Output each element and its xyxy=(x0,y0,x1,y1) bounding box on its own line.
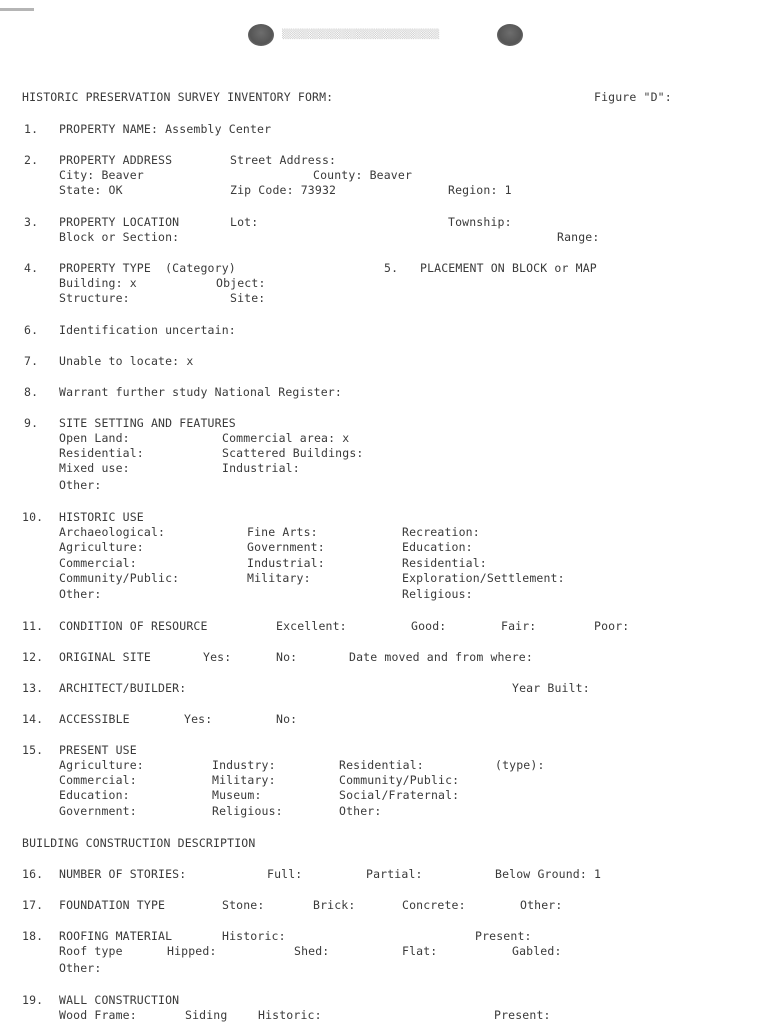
industry: Industry: xyxy=(212,758,276,772)
item-number: 12. xyxy=(22,650,44,664)
item-number: 5. xyxy=(384,261,399,275)
other: Other: xyxy=(59,587,102,601)
city: City: Beaver xyxy=(59,168,144,182)
commercial: Commercial: xyxy=(59,773,137,787)
range: Range: xyxy=(557,230,600,244)
mixed-use: Mixed use: xyxy=(59,461,130,475)
year-built: Year Built: xyxy=(512,681,590,695)
partial: Partial: xyxy=(366,867,423,881)
original-site-label: ORIGINAL SITE xyxy=(59,650,151,664)
poor: Poor: xyxy=(594,619,630,633)
identification-uncertain: Identification uncertain: xyxy=(59,323,236,337)
property-type-label: PROPERTY TYPE (Category) xyxy=(59,261,236,275)
building: Building: x xyxy=(59,276,137,290)
warrant-further-study: Warrant further study National Register: xyxy=(59,385,342,399)
zip-code: Zip Code: 73932 xyxy=(230,183,337,197)
government: Government: xyxy=(247,540,325,554)
structure: Structure: xyxy=(59,291,130,305)
museum: Museum: xyxy=(212,788,262,802)
other: Other: xyxy=(339,804,382,818)
item-number: 18. xyxy=(22,929,44,943)
industrial: Industrial: xyxy=(222,461,300,475)
accessible-label: ACCESSIBLE xyxy=(59,712,130,726)
item-number: 3. xyxy=(24,215,39,229)
corner-mark xyxy=(0,8,34,11)
residential: Residential: xyxy=(59,446,144,460)
government: Government: xyxy=(59,804,137,818)
property-address-label: PROPERTY ADDRESS xyxy=(59,153,173,167)
property-name: PROPERTY NAME: Assembly Center xyxy=(59,122,272,136)
social-fraternal: Social/Fraternal: xyxy=(339,788,460,802)
stone: Stone: xyxy=(222,898,265,912)
item-number: 15. xyxy=(22,743,44,757)
historic: Historic: xyxy=(222,929,286,943)
hipped: Hipped: xyxy=(167,944,217,958)
item-number: 4. xyxy=(24,261,39,275)
punch-hole-left xyxy=(248,24,274,46)
wood-frame: Wood Frame: xyxy=(59,1008,137,1022)
roofing-material-label: ROOFING MATERIAL xyxy=(59,929,173,943)
site: Site: xyxy=(230,291,266,305)
good: Good: xyxy=(411,619,447,633)
brick: Brick: xyxy=(313,898,356,912)
item-number: 6. xyxy=(24,323,39,337)
scattered-buildings: Scattered Buildings: xyxy=(222,446,364,460)
commercial-area: Commercial area: x xyxy=(222,431,350,445)
military: Military: xyxy=(247,571,311,585)
street-address: Street Address: xyxy=(230,153,337,167)
architect-builder: ARCHITECT/BUILDER: xyxy=(59,681,187,695)
present: Present: xyxy=(494,1008,551,1022)
religious: Religious: xyxy=(212,804,283,818)
no: No: xyxy=(276,712,298,726)
military: Military: xyxy=(212,773,276,787)
wall-construction-label: WALL CONSTRUCTION xyxy=(59,993,180,1007)
present: Present: xyxy=(475,929,532,943)
other: Other: xyxy=(59,961,102,975)
community-public: Community/Public: xyxy=(59,571,180,585)
exploration-settlement: Exploration/Settlement: xyxy=(402,571,565,585)
figure-label: Figure "D": xyxy=(594,90,672,104)
below-ground: Below Ground: 1 xyxy=(495,867,602,881)
industrial: Industrial: xyxy=(247,556,325,570)
state: State: OK xyxy=(59,183,123,197)
education: Education: xyxy=(402,540,473,554)
item-number: 9. xyxy=(24,416,39,430)
item-number: 7. xyxy=(24,354,39,368)
community-public: Community/Public: xyxy=(339,773,460,787)
excellent: Excellent: xyxy=(276,619,347,633)
item-number: 11. xyxy=(22,619,44,633)
type: (type): xyxy=(495,758,545,772)
block-or-section: Block or Section: xyxy=(59,230,180,244)
archaeological: Archaeological: xyxy=(59,525,166,539)
residential: Residential: xyxy=(402,556,487,570)
present-use-label: PRESENT USE xyxy=(59,743,137,757)
fine-arts: Fine Arts: xyxy=(247,525,318,539)
unable-to-locate: Unable to locate: x xyxy=(59,354,194,368)
agriculture: Agriculture: xyxy=(59,758,144,772)
siding: Siding xyxy=(185,1008,228,1022)
site-setting-label: SITE SETTING AND FEATURES xyxy=(59,416,236,430)
foundation-type-label: FOUNDATION TYPE xyxy=(59,898,166,912)
concrete: Concrete: xyxy=(402,898,466,912)
historic-use-label: HISTORIC USE xyxy=(59,510,144,524)
yes: Yes: xyxy=(203,650,232,664)
yes: Yes: xyxy=(184,712,213,726)
form-title: HISTORIC PRESERVATION SURVEY INVENTORY FORM: xyxy=(22,90,334,104)
bleed-through-text: ▒▒▒▒▒▒▒▒▒▒▒▒▒▒▒▒▒▒▒▒▒▒▒▒▒▒▒▒▒ xyxy=(282,30,440,40)
placement-label: PLACEMENT ON BLOCK or MAP xyxy=(420,261,597,275)
item-number: 8. xyxy=(24,385,39,399)
no: No: xyxy=(276,650,298,664)
item-number: 17. xyxy=(22,898,44,912)
property-location-label: PROPERTY LOCATION xyxy=(59,215,180,229)
condition-label: CONDITION OF RESOURCE xyxy=(59,619,208,633)
open-land: Open Land: xyxy=(59,431,130,445)
item-number: 14. xyxy=(22,712,44,726)
commercial: Commercial: xyxy=(59,556,137,570)
religious: Religious: xyxy=(402,587,473,601)
lot: Lot: xyxy=(230,215,259,229)
other: Other: xyxy=(520,898,563,912)
section-heading: BUILDING CONSTRUCTION DESCRIPTION xyxy=(22,836,256,850)
roof-type: Roof type xyxy=(59,944,123,958)
item-number: 2. xyxy=(24,153,39,167)
education: Education: xyxy=(59,788,130,802)
township: Township: xyxy=(448,215,512,229)
object: Object: xyxy=(216,276,266,290)
number-of-stories-label: NUMBER OF STORIES: xyxy=(59,867,187,881)
punch-hole-right xyxy=(497,24,523,46)
full: Full: xyxy=(267,867,303,881)
gabled: Gabled: xyxy=(512,944,562,958)
county: County: Beaver xyxy=(313,168,413,182)
item-number: 1. xyxy=(24,122,39,136)
region: Region: 1 xyxy=(448,183,512,197)
other: Other: xyxy=(59,478,102,492)
recreation: Recreation: xyxy=(402,525,480,539)
item-number: 19. xyxy=(22,993,44,1007)
residential: Residential: xyxy=(339,758,424,772)
flat: Flat: xyxy=(402,944,438,958)
date-moved: Date moved and from where: xyxy=(349,650,533,664)
item-number: 16. xyxy=(22,867,44,881)
fair: Fair: xyxy=(501,619,537,633)
historic: Historic: xyxy=(258,1008,322,1022)
item-number: 10. xyxy=(22,510,44,524)
item-number: 13. xyxy=(22,681,44,695)
agriculture: Agriculture: xyxy=(59,540,144,554)
shed: Shed: xyxy=(294,944,330,958)
